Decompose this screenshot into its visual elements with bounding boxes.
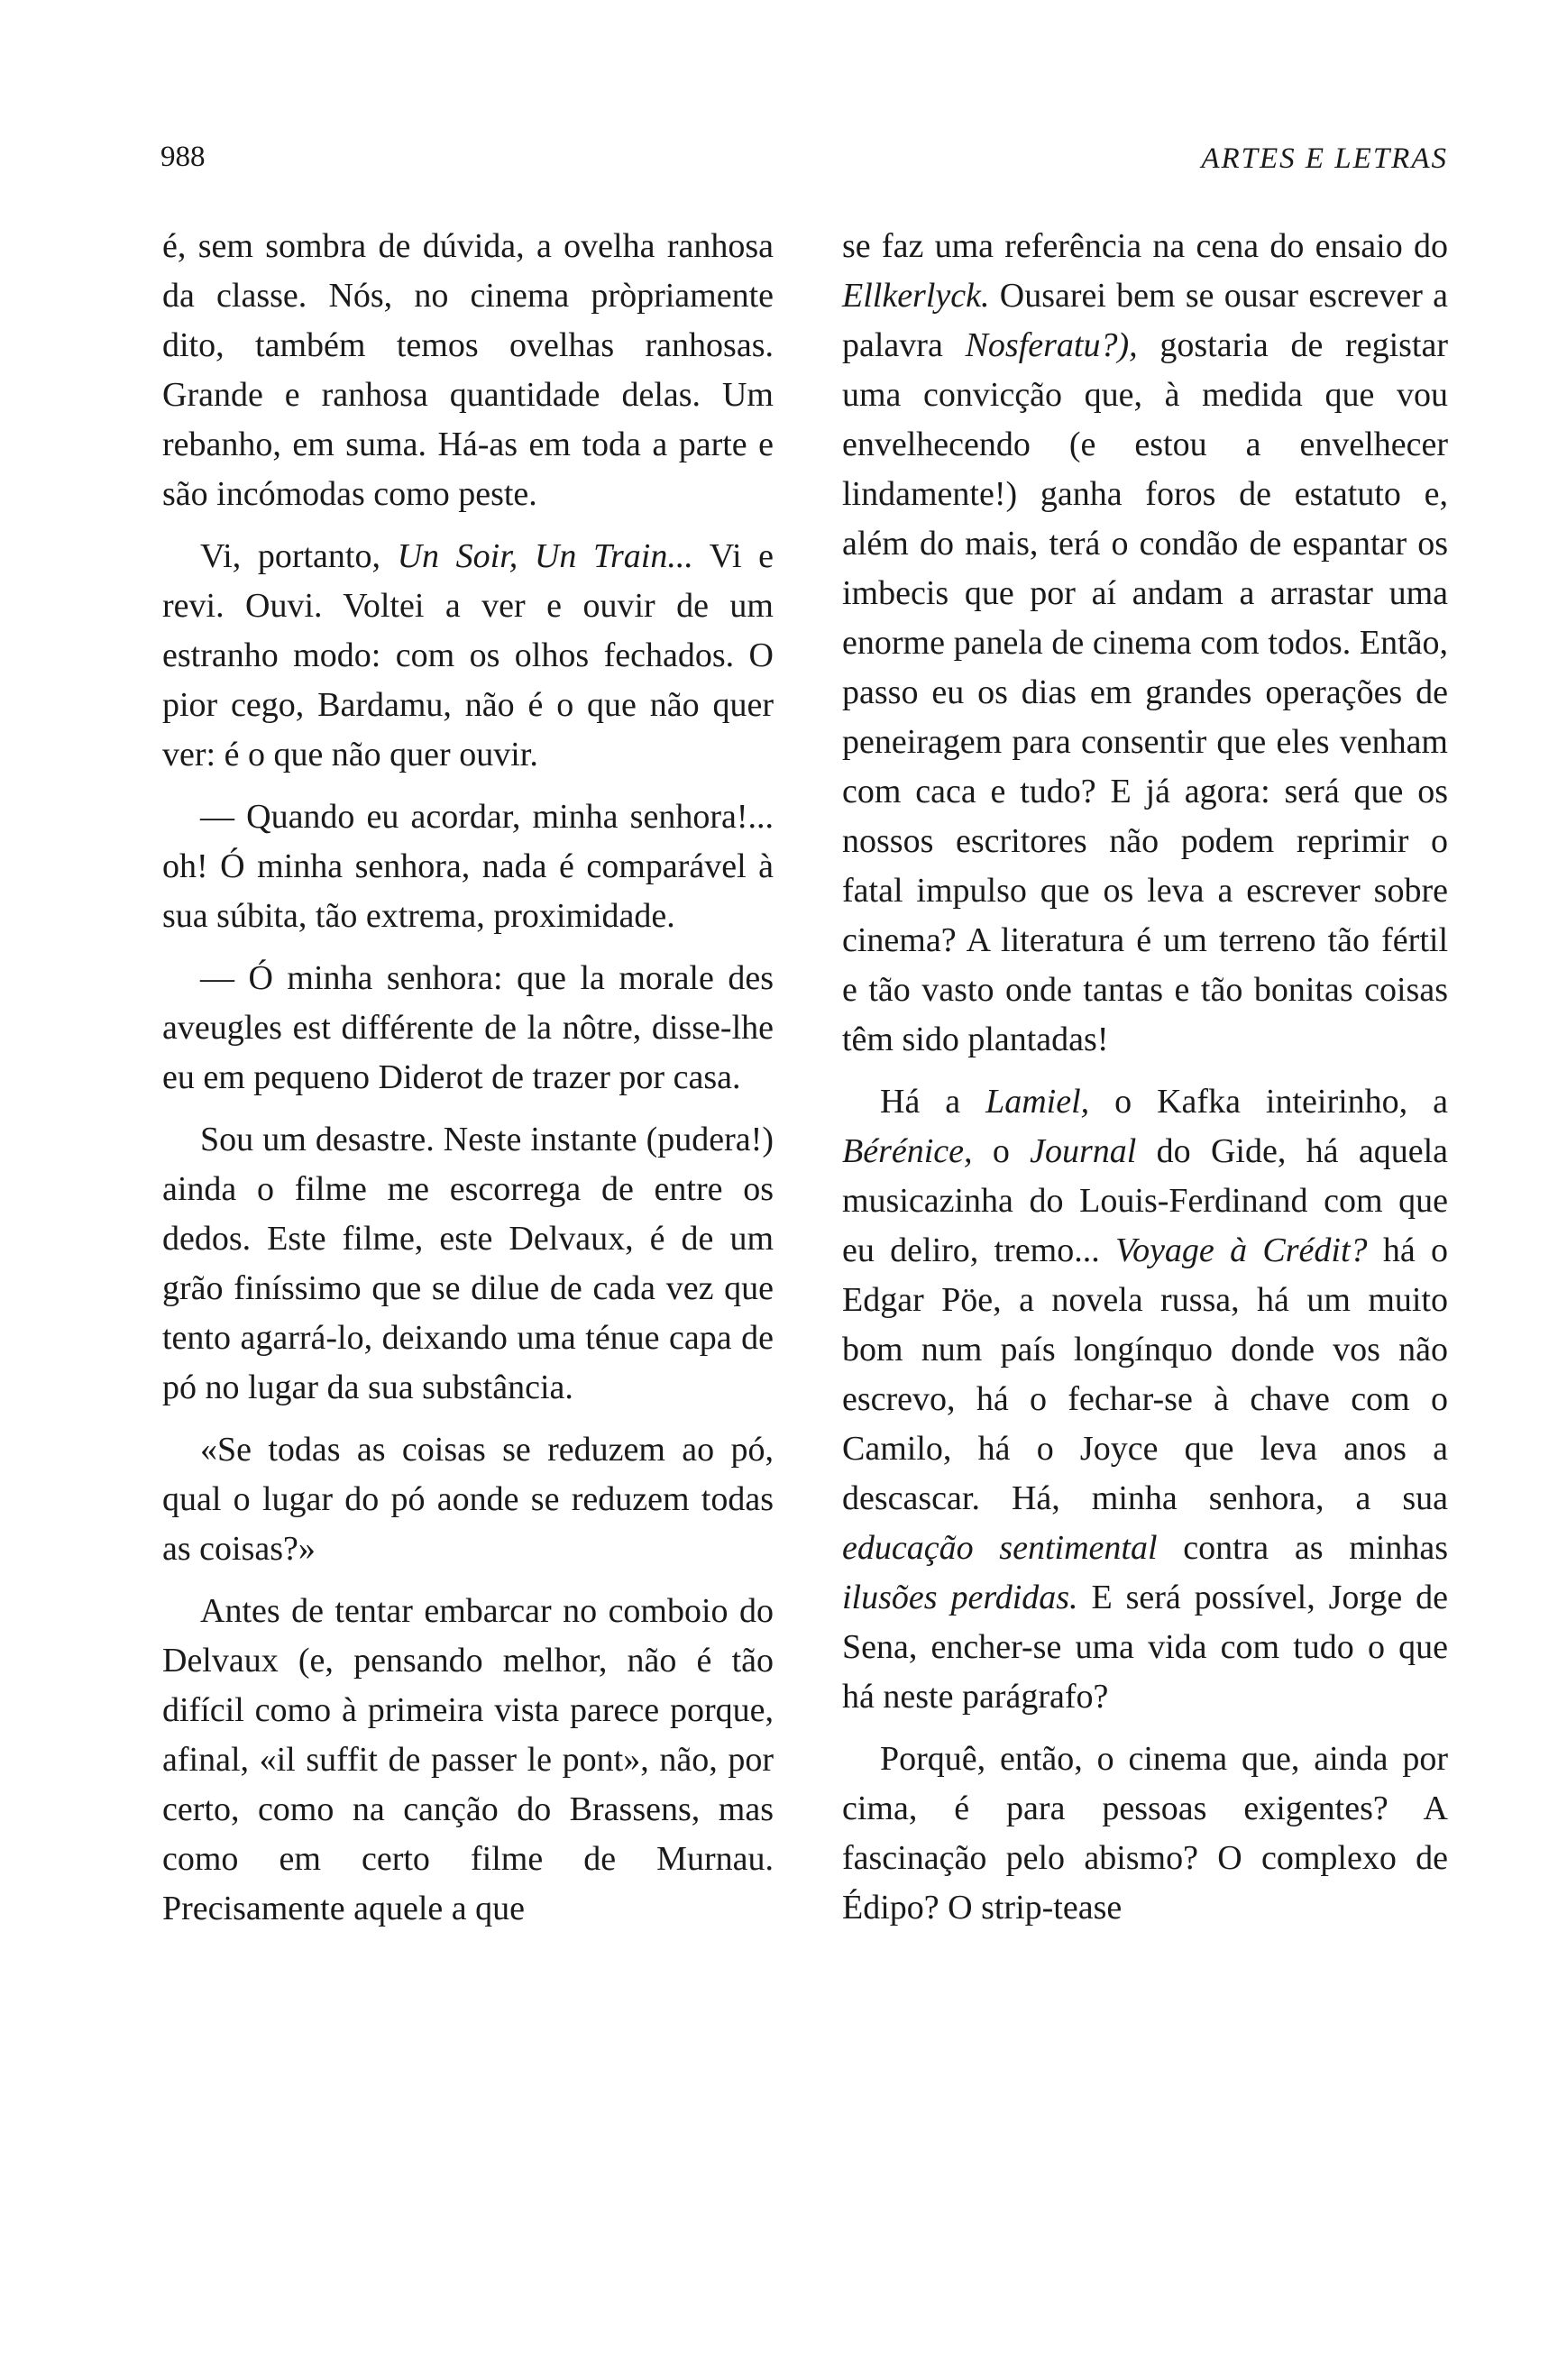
page-number: 988 <box>160 141 206 173</box>
italic-text: educação sentimental <box>842 1529 1158 1567</box>
paragraph <box>162 1587 774 1934</box>
paragraph <box>842 1735 1448 1933</box>
paragraph <box>162 1425 774 1574</box>
text-run: Vi, portanto, <box>200 537 398 575</box>
text-run: E será possível, Jorge de Sena, encher-se uma vida com tudo o que há neste parágrafo? <box>842 1579 1449 1716</box>
text-run: é, sem sombra de dúvida, a ovelha ranhosa da classe. Nós, no cinema pròpriamente dito, também temos ovelhas ranhosas. Grande e ranhosa quantidade delas. Um rebanho, em suma. Há-as em toda a parte e são incómodas como peste. <box>162 227 774 513</box>
text-run: Vi e revi. Ouvi. Voltei a ver e ouvir de um estranho modo: com os olhos fechados. O pior cego, Bardamu, não é o que não quer ver: é o que não quer ouvir. <box>162 537 774 774</box>
text-run: gostaria de registar uma convicção que, à medida que vou envelhecendo (e estou a envelhecer lindamente!) ganha foros de estatuto e, além do mais, terá o condão de espantar os imbecis que por aí andam a arrastar uma enorme panela de cinema com todos. Então, passo eu os dias em grandes operações de peneiragem para consentir que eles venham com caca e tudo? E já agora: será que os nossos escritores não podem reprimir o fatal impulso que os leva a escrever sobre cinema? A literatura é um terreno tão fértil e tão vasto onde tantas e tão bonitas coisas têm sido plantadas! <box>842 326 1449 1058</box>
italic-text: Nosferatu?), <box>965 326 1138 364</box>
paragraph <box>162 954 774 1103</box>
text-run: Antes de tentar embarcar no comboio do Delvaux (e, pensando melhor, não é tão difícil como à primeira vista parece porque, afinal, «il suffit de passer le pont», não, por certo, como na canção do Brassens, mas como em certo filme de Murnau. Precisamente aquele a que <box>162 1592 774 1927</box>
text-run: Há a <box>880 1083 986 1121</box>
text-run: Ousarei bem se ousar escrever a palavra <box>842 277 1448 364</box>
paragraph <box>162 222 774 519</box>
italic-text: Bérénice, <box>842 1132 973 1170</box>
italic-text: Ellkerlyck. <box>842 277 990 315</box>
paragraph <box>162 1115 774 1413</box>
text-run: há o Edgar Pöe, a novela russa, há um muito bom num país longínquo donde vos não escrevo, há o fechar-se à chave com o Camilo, há o Joyce que leva anos a descascar. Há, minha senhora, a sua <box>842 1231 1449 1517</box>
italic-text: Voyage à Crédit? <box>1115 1231 1368 1269</box>
text-run: Sou um desastre. Neste instante (pudera!) ainda o filme me escorrega de entre os dedos. Este filme, este Delvaux, é de um grão finíssimo que se dilue de cada vez que tento agarrá-lo, deixando uma ténue capa de pó no lugar da sua substância. <box>162 1121 774 1406</box>
italic-text: ilusões perdidas. <box>842 1579 1078 1616</box>
italic-text: Un Soir, Un Train... <box>397 537 693 575</box>
text-run: se faz uma referência na cena do ensaio do <box>842 227 1448 265</box>
italic-text: Journal <box>1030 1132 1137 1170</box>
text-run: do Gide, há aquela musicazinha do Louis-Ferdinand com que eu deliro, tremo... <box>842 1132 1449 1269</box>
paragraph <box>162 532 774 780</box>
italic-text: Lamiel, <box>985 1083 1090 1121</box>
paragraph <box>162 792 774 941</box>
right-column <box>842 222 1448 1945</box>
text-run: — Quando eu acordar, minha senhora!... oh! Ó minha senhora, nada é comparável à sua súbita, tão extrema, proximidade. <box>162 798 774 935</box>
running-head: ARTES E LETRAS <box>1201 142 1448 175</box>
text-run: Porquê, então, o cinema que, ainda por cima, é para pessoas exigentes? A fascinação pelo abismo? O complexo de Édipo? O strip-tease <box>842 1740 1448 1927</box>
text-run: contra as minhas <box>1157 1529 1448 1567</box>
left-column <box>162 222 774 1946</box>
text-run: «Se todas as coisas se reduzem ao pó, qual o lugar do pó aonde se reduzem todas as coisas?» <box>162 1431 774 1568</box>
paragraph <box>842 1077 1448 1722</box>
paragraph <box>842 222 1448 1065</box>
text-run: o <box>972 1132 1031 1170</box>
text-run: o Kafka inteirinho, a <box>1089 1083 1448 1121</box>
text-run: — Ó minha senhora: que la morale des aveugles est différente de la nôtre, disse-lhe eu em pequeno Diderot de trazer por casa. <box>162 959 774 1096</box>
